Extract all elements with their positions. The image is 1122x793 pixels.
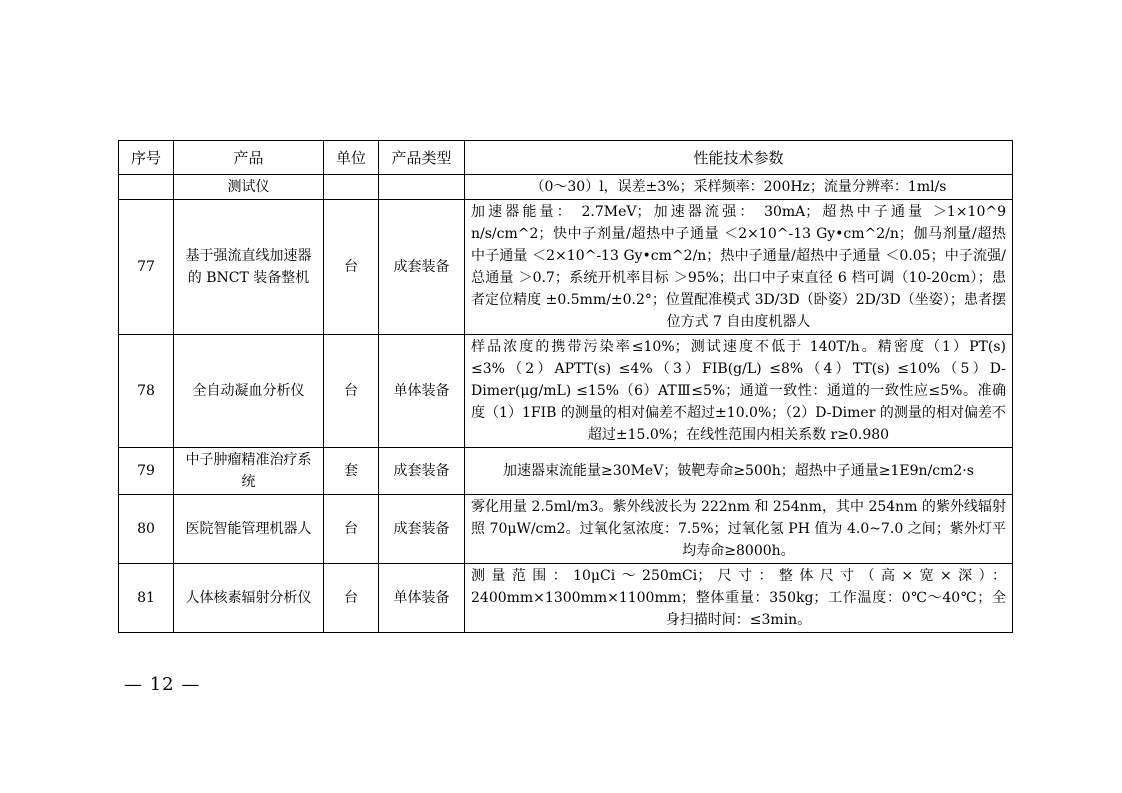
header-type: 产品类型 [379,141,465,175]
cell-product: 全自动凝血分析仪 [174,335,324,448]
cell-type: 成套装备 [379,495,465,564]
header-product: 产品 [174,141,324,175]
cell-type: 成套装备 [379,448,465,495]
header-no: 序号 [119,141,174,175]
table-row [119,448,1013,495]
cell-params: 样品浓度的携带污染率≤10%；测试速度不低于 140T/h。精密度（1）PT(s) ≤3%（2）APTT(s) ≤4%（3）FIB(g/L) ≤8%（4）TT(s) ≤10%（5）D-Dimer(μg/mL) ≤15%（6）ATⅢ≤5%；通道一致性：通道的一致性应≤5%。准确度（1）1FIB 的测量的相对偏差不超过±10.0%；（2）D-Dimer 的测量的相对偏差不超过±15.0%；在线性范围内相关系数 r≥0.980 [465,335,1013,448]
spec-table [118,140,1013,633]
page-number: — 12 — [124,674,201,695]
table-row [119,175,1013,200]
cell-product: 中子肿瘤精准治疗系统 [174,448,324,495]
cell-product: 人体核素辐射分析仪 [174,564,324,633]
table-row [119,495,1013,564]
cell-no: 79 [119,448,174,495]
cell-unit: 台 [324,335,379,448]
cell-product: 基于强流直线加速器的 BNCT 装备整机 [174,200,324,335]
cell-params: 雾化用量 2.5ml/m3。紫外线波长为 222nm 和 254nm，其中 254nm 的紫外线辐射照 70μW/cm2。过氧化氢浓度：7.5%；过氧化氢 PH 值为 4.0~7.0 之间；紫外灯平均寿命≥8000h。 [465,495,1013,564]
cell-no: 77 [119,200,174,335]
cell-type [379,175,465,200]
cell-no: 80 [119,495,174,564]
cell-unit: 套 [324,448,379,495]
cell-unit: 台 [324,564,379,633]
cell-type: 单体装备 [379,335,465,448]
header-params: 性能技术参数 [465,141,1013,175]
cell-params: 加速器束流能量≥30MeV；铍靶寿命≥500h；超热中子通量≥1E9n/cm2·s [465,448,1013,495]
cell-unit: 台 [324,200,379,335]
cell-no: 81 [119,564,174,633]
table-row [119,335,1013,448]
cell-unit: 台 [324,495,379,564]
table-header-row [119,141,1013,175]
cell-product: 测试仪 [174,175,324,200]
table-row [119,564,1013,633]
cell-params: （0～30）l，误差±3%；采样频率：200Hz；流量分辨率：1ml/s [465,175,1013,200]
cell-type: 单体装备 [379,564,465,633]
header-unit: 单位 [324,141,379,175]
cell-no [119,175,174,200]
cell-product: 医院智能管理机器人 [174,495,324,564]
cell-params: 测量范围：10μCi～250mCi；尺寸：整体尺寸（高×宽×深）：2400mm×1300mm×1100mm；整体重量：350kg；工作温度：0℃～40℃；全身扫描时间：≤3min。 [465,564,1013,633]
table-row [119,200,1013,335]
cell-unit [324,175,379,200]
cell-type: 成套装备 [379,200,465,335]
cell-no: 78 [119,335,174,448]
cell-params: 加速器能量： 2.7MeV；加速器流强： 30mA；超热中子通量 ＞1×10^9 n/s/cm^2；快中子剂量/超热中子通量 ＜2×10^-13 Gy•cm^2/n；伽马剂量/超热中子通量 ＜2×10^-13 Gy•cm^2/n；热中子通量/超热中子通量 ＜0.05；中子流强/总通量 ＞0.7；系统开机率目标 ＞95%；出口中子束直径 6 档可调（10-20cm）；患者定位精度 ±0.5mm/±0.2°；位置配准模式 3D/3D（卧姿）2D/3D（坐姿）；患者摆位方式 7 自由度机器人 [465,200,1013,335]
